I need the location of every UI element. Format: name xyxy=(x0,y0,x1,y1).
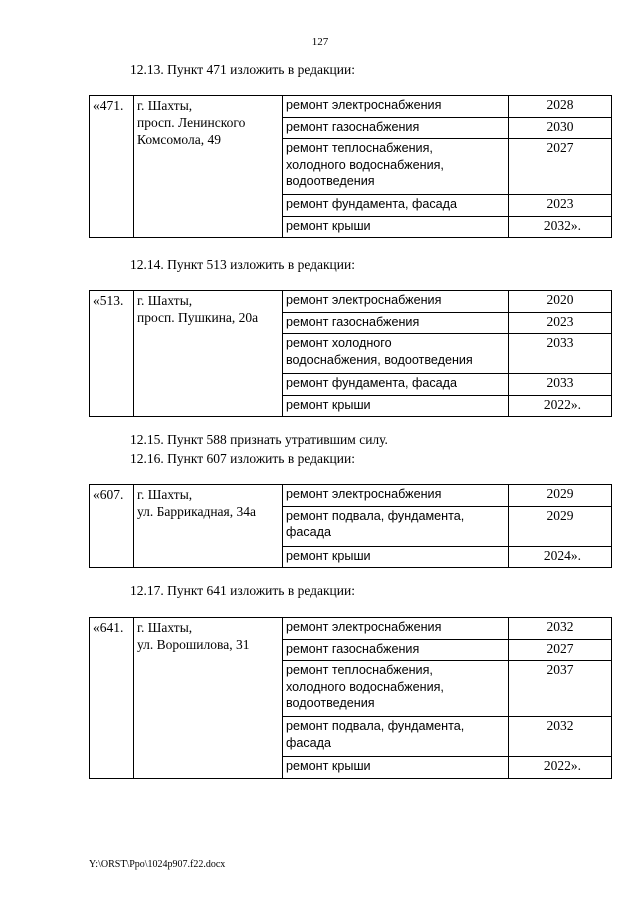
work-line: ремонт электроснабжения xyxy=(286,620,442,634)
work-line: ремонт электроснабжения xyxy=(286,293,442,307)
work-type xyxy=(283,374,509,396)
work-year: 2027 xyxy=(509,639,612,661)
work-type xyxy=(283,117,509,139)
work-line: водоснабжения, водоотведения xyxy=(286,352,473,367)
heading-12-16: 12.16. Пункт 607 изложить в редакции: xyxy=(130,451,355,466)
work-year: 2029 xyxy=(509,485,612,507)
work-type xyxy=(283,546,509,568)
work-line: ремонт подвала, фундамента, xyxy=(286,719,465,734)
table-row xyxy=(90,96,612,118)
work-line: ремонт подвала, фундамента, xyxy=(286,508,465,523)
work-line: ремонт фундамента, фасада xyxy=(286,376,457,391)
work-type xyxy=(283,291,509,313)
work-line: холодного водоснабжения, xyxy=(286,157,444,172)
work-year: 2030 xyxy=(509,117,612,139)
work-type xyxy=(283,395,509,417)
work-type xyxy=(283,639,509,661)
table-item-607 xyxy=(89,484,612,568)
work-type xyxy=(283,506,509,546)
item-address xyxy=(134,618,283,779)
work-line: холодного водоснабжения, xyxy=(286,679,444,694)
work-line: ремонт крыши xyxy=(286,218,371,233)
work-line: водоотведения xyxy=(286,696,375,711)
work-line: водоотведения xyxy=(286,174,375,189)
work-year: 2033 xyxy=(509,334,612,374)
item-number: «607. xyxy=(90,485,134,568)
work-line: ремонт теплоснабжения, xyxy=(286,663,433,678)
work-type xyxy=(283,485,509,507)
work-year: 2032 xyxy=(509,618,612,640)
work-type xyxy=(283,96,509,118)
address-line: г. Шахты, xyxy=(137,98,193,113)
address-line: ул. Баррикадная, 34а xyxy=(137,503,256,519)
work-year: 2020 xyxy=(509,291,612,313)
work-line: ремонт теплоснабжения, xyxy=(286,141,433,156)
work-line: ремонт газоснабжения xyxy=(286,119,420,134)
item-address xyxy=(134,485,283,568)
work-year: 2037 xyxy=(509,661,612,717)
work-line: ремонт фундамента, фасада xyxy=(286,197,457,212)
work-type xyxy=(283,334,509,374)
work-year: 2024». xyxy=(509,546,612,568)
work-year: 2029 xyxy=(509,506,612,546)
work-year: 2022». xyxy=(509,395,612,417)
work-year: 2028 xyxy=(509,96,612,118)
work-year: 2023 xyxy=(509,195,612,217)
address-line: г. Шахты, xyxy=(137,620,193,635)
work-year: 2032 xyxy=(509,717,612,757)
work-line: ремонт крыши xyxy=(286,397,371,412)
table-row xyxy=(90,618,612,640)
address-line: г. Шахты, xyxy=(137,293,193,308)
item-number: «641. xyxy=(90,618,134,779)
work-year: 2023 xyxy=(509,312,612,334)
work-line: фасада xyxy=(286,735,332,750)
work-line: ремонт газоснабжения xyxy=(286,641,420,656)
heading-12-13: 12.13. Пункт 471 изложить в редакции: xyxy=(130,62,355,77)
work-line: фасада xyxy=(286,525,332,540)
work-type xyxy=(283,661,509,717)
file-path-footer: Y:\ORST\Ppo\1024p907.f22.docx xyxy=(89,859,226,870)
work-year: 2033 xyxy=(509,374,612,396)
table-item-641 xyxy=(89,617,612,779)
table-row xyxy=(90,291,612,313)
item-address xyxy=(134,291,283,417)
work-line: ремонт газоснабжения xyxy=(286,314,420,329)
table-item-471 xyxy=(89,95,612,238)
work-type xyxy=(283,195,509,217)
work-year: 2022». xyxy=(509,757,612,779)
address-line: ул. Ворошилова, 31 xyxy=(137,636,250,652)
work-type xyxy=(283,139,509,195)
work-line: ремонт крыши xyxy=(286,759,371,774)
item-number: «471. xyxy=(90,96,134,238)
table-row xyxy=(90,485,612,507)
address-line: просп. Ленинского xyxy=(137,114,246,130)
work-type xyxy=(283,618,509,640)
page-number: 127 xyxy=(311,36,329,48)
work-line: ремонт крыши xyxy=(286,548,371,563)
item-number: «513. xyxy=(90,291,134,417)
work-year: 2032». xyxy=(509,216,612,238)
heading-12-15: 12.15. Пункт 588 признать утратившим силу. xyxy=(130,432,388,447)
work-line: ремонт холодного xyxy=(286,336,392,351)
address-line: просп. Пушкина, 20а xyxy=(137,309,259,325)
address-line: Комсомола, 49 xyxy=(137,131,221,147)
work-year: 2027 xyxy=(509,139,612,195)
work-line: ремонт электроснабжения xyxy=(286,98,442,112)
address-line: г. Шахты, xyxy=(137,487,193,502)
work-type xyxy=(283,216,509,238)
heading-12-17: 12.17. Пункт 641 изложить в редакции: xyxy=(130,583,355,598)
table-item-513 xyxy=(89,290,612,417)
item-address xyxy=(134,96,283,238)
heading-12-14: 12.14. Пункт 513 изложить в редакции: xyxy=(130,257,355,272)
work-line: ремонт электроснабжения xyxy=(286,487,442,501)
work-type xyxy=(283,757,509,779)
work-type xyxy=(283,312,509,334)
work-type xyxy=(283,717,509,757)
